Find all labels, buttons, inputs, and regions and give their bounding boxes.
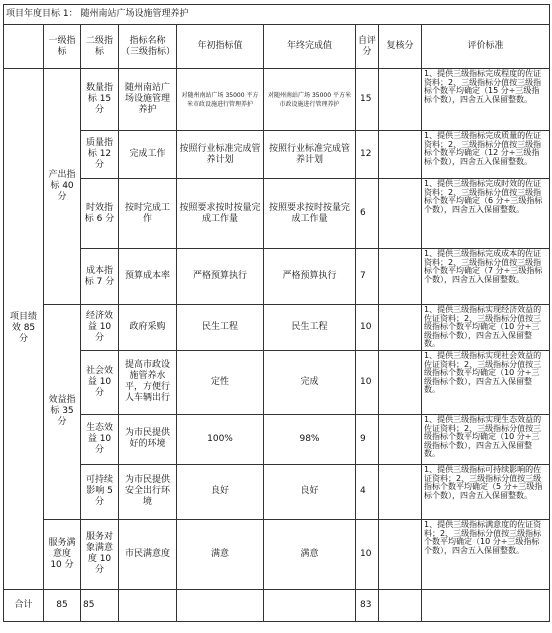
initial-value-cell: 严格预算执行 — [177, 249, 264, 305]
total-self-score: 83 — [356, 589, 379, 621]
self-score-cell: 9 — [356, 414, 379, 464]
final-value-cell: 满意 — [264, 519, 356, 589]
review-score-cell — [379, 464, 422, 519]
group-satisfaction: 服务满意度 10 分 — [44, 519, 81, 589]
title-row — [4, 5, 550, 25]
self-score-cell: 12 — [356, 131, 379, 179]
initial-value-cell: 按照行业标准完成管养计划 — [177, 131, 264, 179]
level2-cell: 质量指标 12 分 — [81, 131, 119, 179]
group-output: 产出指标 40 分 — [44, 69, 81, 305]
final-value-cell: 完成 — [264, 350, 356, 414]
review-score-cell — [379, 179, 422, 249]
level3-cell: 为市民提供好的环境 — [119, 414, 177, 464]
final-value-cell: 严格预算执行 — [264, 249, 356, 305]
table-row — [4, 305, 550, 351]
table-row — [4, 464, 550, 519]
total-level1: 85 — [44, 589, 81, 621]
self-score-cell: 4 — [356, 464, 379, 519]
table-row — [4, 69, 550, 131]
level2-cell: 经济效益 10 分 — [81, 305, 119, 351]
header-final: 年终完成值 — [264, 25, 356, 69]
group-benefit: 效益指标 35 分 — [44, 305, 81, 520]
total-level2: 85 — [81, 589, 119, 621]
initial-value-cell: 对随州南站广场 35000 平方米市政设施进行管理养护 — [177, 69, 264, 131]
header-criteria: 评价标准 — [422, 25, 550, 69]
review-score-cell — [379, 305, 422, 351]
self-score-cell: 10 — [356, 350, 379, 414]
total-empty — [379, 589, 422, 621]
header-blank — [4, 25, 44, 69]
level2-cell: 社会效益 10 分 — [81, 350, 119, 414]
table-row — [4, 350, 550, 414]
header-review-score: 复核分 — [379, 25, 422, 69]
criteria-cell: 1、提供三级指标完成质量的佐证资料；2、三级指标分值按三级指标个数平均确定（12 分÷三级指标个数），四舍五入保留整数。 — [422, 131, 550, 179]
initial-value-cell: 民生工程 — [177, 305, 264, 351]
final-value-cell: 对随州南站广场 35000 平方米市政设施进行管理养护 — [264, 69, 356, 131]
table-row — [4, 414, 550, 464]
initial-value-cell: 满意 — [177, 519, 264, 589]
final-value-cell: 按照要求按时按量完成工作量 — [264, 179, 356, 249]
performance-evaluation-table — [3, 4, 550, 622]
level2-cell: 数量指标 15 分 — [81, 69, 119, 131]
header-level2: 二级指标 — [81, 25, 119, 69]
initial-value-cell: 良好 — [177, 464, 264, 519]
level3-cell: 政府采购 — [119, 305, 177, 351]
project-label: 项目绩效 85 分 — [4, 69, 44, 590]
level3-cell: 市民满意度 — [119, 519, 177, 589]
table-row — [4, 131, 550, 179]
project-goal: 项目年度目标 1： 随州南站广场设施管理养护 — [4, 5, 550, 25]
self-score-cell: 10 — [356, 305, 379, 351]
review-score-cell — [379, 414, 422, 464]
self-score-cell: 10 — [356, 519, 379, 589]
table-row — [4, 519, 550, 589]
total-empty — [422, 589, 550, 621]
level2-cell: 可持续影响 5 分 — [81, 464, 119, 519]
final-value-cell: 良好 — [264, 464, 356, 519]
final-value-cell: 按照行业标准完成管养计划 — [264, 131, 356, 179]
total-row — [4, 589, 550, 621]
total-empty — [177, 589, 264, 621]
header-self-score: 自评分 — [356, 25, 379, 69]
performance-table-container — [3, 4, 549, 630]
header-level3: 指标名称（三级指标） — [119, 25, 177, 69]
level3-cell: 预算成本率 — [119, 249, 177, 305]
review-score-cell — [379, 249, 422, 305]
initial-value-cell: 按照要求按时按量完成工作量 — [177, 179, 264, 249]
self-score-cell: 15 — [356, 69, 379, 131]
criteria-cell: 1、提供三级指标实现社会效益的佐证资料；2、三级指标分值按三级指标个数平均确定（10 分÷三级指标个数），四舍五入保留整数。 — [422, 350, 550, 414]
criteria-cell: 1、提供三级指标完成成本的佐证资料；2、三级指标分值按三级指标个数平均确定（7 分÷三级指标个数），四舍五入保留整数。 — [422, 249, 550, 305]
criteria-cell: 1、提供三级指标可持续影响的佐证资料；2、三级指标分值按三级指标个数平均确定（5 分÷三级指标个数），四舍五入保留整数。 — [422, 464, 550, 519]
initial-value-cell: 定性 — [177, 350, 264, 414]
total-empty — [264, 589, 356, 621]
level3-cell: 按时完成工作 — [119, 179, 177, 249]
level3-cell: 提高市政设施管养水平，方便行人车辆出行 — [119, 350, 177, 414]
review-score-cell — [379, 519, 422, 589]
level2-cell: 服务对象满意度 10 分 — [81, 519, 119, 589]
review-score-cell — [379, 131, 422, 179]
level3-cell: 为市民提供安全出行环境 — [119, 464, 177, 519]
criteria-cell: 1、提供三级指标完成时效的佐证资料；2、三级指标分值按三级指标个数平均确定（6 分÷三级指标个数），四舍五入保留整数。 — [422, 179, 550, 249]
criteria-cell: 1、提供三级指标满意度的佐证资料；2、三级指标分值按三级指标个数平均确定（10 分÷三级指标个数），四舍五入保留整数。 — [422, 519, 550, 589]
final-value-cell: 98% — [264, 414, 356, 464]
criteria-cell: 1、提供三级指标完成程度的佐证资料；2、三级指标分值按三级指标个数平均确定（15 分÷三级指标个数），四舍五入保留整数。 — [422, 69, 550, 131]
criteria-cell: 1、提供三级指标实现生态效益的佐证资料；2、三级指标分值按三级指标个数平均确定（10 分÷三级指标个数），四舍五入保留整数。 — [422, 414, 550, 464]
self-score-cell: 7 — [356, 249, 379, 305]
level3-cell: 随州南站广场设施管理养护 — [119, 69, 177, 131]
self-score-cell: 6 — [356, 179, 379, 249]
level3-cell: 完成工作 — [119, 131, 177, 179]
header-level1: 一级指标 — [44, 25, 81, 69]
level2-cell: 成本指标 7 分 — [81, 249, 119, 305]
level2-cell: 时效指标 6 分 — [81, 179, 119, 249]
review-score-cell — [379, 350, 422, 414]
review-score-cell — [379, 69, 422, 131]
level2-cell: 生态效益 10 分 — [81, 414, 119, 464]
header-row — [4, 25, 550, 69]
criteria-cell: 1、提供三级指标实现经济效益的佐证资料；2、三级指标分值按三级指标个数平均确定（10 分÷三级指标个数），四舍五入保留整数。 — [422, 305, 550, 351]
header-initial: 年初指标值 — [177, 25, 264, 69]
table-row — [4, 179, 550, 249]
total-label: 合计 — [4, 589, 44, 621]
initial-value-cell: 100% — [177, 414, 264, 464]
table-row — [4, 249, 550, 305]
final-value-cell: 民生工程 — [264, 305, 356, 351]
total-empty — [119, 589, 177, 621]
